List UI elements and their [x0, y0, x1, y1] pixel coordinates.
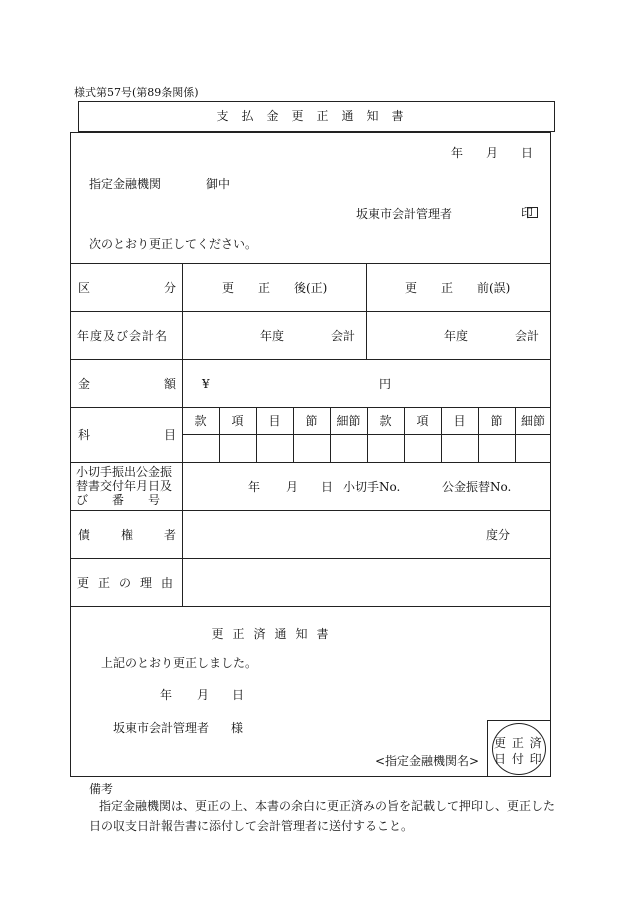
rule: [366, 263, 367, 359]
kamoku-col-saisetsu: 細節: [520, 414, 545, 428]
yen-sign: ¥: [202, 377, 210, 391]
kamoku-col-setsu: 節: [490, 414, 503, 428]
label-kogitte-line1: 小切手振出公金振: [76, 465, 173, 479]
completion-day: 日: [232, 688, 245, 702]
seal-box: [527, 207, 538, 218]
label-kubun-right: 分: [164, 281, 177, 295]
remarks-line2: 日の収支日計報告書に添付して会計管理者に送付すること。: [89, 819, 414, 833]
form-title: 支払金更正通知書: [216, 109, 417, 123]
label-kubun-left: 区: [78, 281, 91, 295]
check-number-label: 小切手No.: [343, 480, 401, 494]
form-number: 様式第57号(第89条関係): [74, 86, 199, 99]
stamp-line2: 日 付 印: [494, 752, 543, 766]
label-kamoku-right: 目: [164, 428, 177, 442]
before-kaikei: 会計: [515, 329, 540, 343]
completion-year: 年: [160, 688, 173, 702]
institution-name-label: <指定金融機関名>: [375, 754, 480, 768]
rule: [70, 510, 551, 511]
label-kingaku-right: 額: [164, 377, 177, 391]
after-year: 年度: [260, 329, 285, 343]
kogitte-day: 日: [321, 480, 334, 494]
label-riyu: 更正の理由: [77, 576, 183, 590]
en-unit: 円: [379, 377, 392, 391]
label-saiken-right: 者: [164, 528, 177, 542]
label-saiken-mid: 権: [121, 528, 134, 542]
rule: [70, 462, 551, 463]
rule: [182, 263, 183, 606]
after-kaikei: 会計: [331, 329, 356, 343]
date-year: 年: [451, 146, 464, 160]
label-kingaku-left: 金: [78, 377, 91, 391]
period-label: 度分: [486, 528, 511, 542]
stamp-box-left: [487, 720, 488, 777]
remarks-heading: 備考: [89, 782, 114, 796]
kamoku-col-saisetsu: 細節: [336, 414, 361, 428]
label-kogitte-line3: び 番 号: [76, 493, 161, 507]
label-kogitte-line2: 替書交付年月日及: [76, 479, 173, 493]
addressee-name: 指定金融機関: [89, 177, 162, 191]
kamoku-col-kan: 款: [194, 414, 207, 428]
rule: [70, 263, 551, 264]
completion-month: 月: [197, 688, 210, 702]
date-day: 日: [521, 146, 534, 160]
transfer-number-label: 公金振替No.: [442, 480, 512, 494]
rule: [70, 606, 551, 607]
rule: [70, 558, 551, 559]
rule: [70, 359, 551, 360]
label-saiken-left: 債: [78, 528, 91, 542]
kogitte-month: 月: [286, 480, 299, 494]
label-kamoku-left: 科: [78, 428, 91, 442]
kamoku-col-moku: 目: [453, 414, 466, 428]
completion-title: 更正済通知書: [211, 627, 338, 641]
kamoku-col-kou: 項: [416, 414, 429, 428]
completion-recipient: 坂東市会計管理者: [113, 721, 210, 735]
kamoku-col-kou: 項: [231, 414, 244, 428]
remarks-line1: 指定金融機関は、更正の上、本書の余白に更正済みの旨を記載して押印し、更正した: [99, 799, 556, 813]
kamoku-col-setsu: 節: [305, 414, 318, 428]
addressee-suffix: 御中: [206, 177, 231, 191]
header-before: 更 正 前(誤): [405, 281, 511, 295]
label-nendo: 年度及び会計名: [77, 329, 169, 343]
before-year: 年度: [444, 329, 469, 343]
stamp-box-top: [487, 720, 551, 721]
instruction-text: 次のとおり更正してください。: [89, 237, 258, 251]
date-month: 月: [486, 146, 499, 160]
stamp-line1: 更 正 済: [494, 736, 543, 750]
kogitte-year: 年: [248, 480, 261, 494]
seal-mark: 印: [521, 206, 534, 220]
kamoku-col-moku: 目: [268, 414, 281, 428]
header-after: 更 正 後(正): [222, 281, 328, 295]
completion-message: 上記のとおり更正しました。: [101, 656, 258, 670]
completion-honorific: 様: [231, 721, 244, 735]
sender-name: 坂東市会計管理者: [356, 207, 453, 221]
rule: [70, 311, 551, 312]
kamoku-col-kan: 款: [379, 414, 392, 428]
